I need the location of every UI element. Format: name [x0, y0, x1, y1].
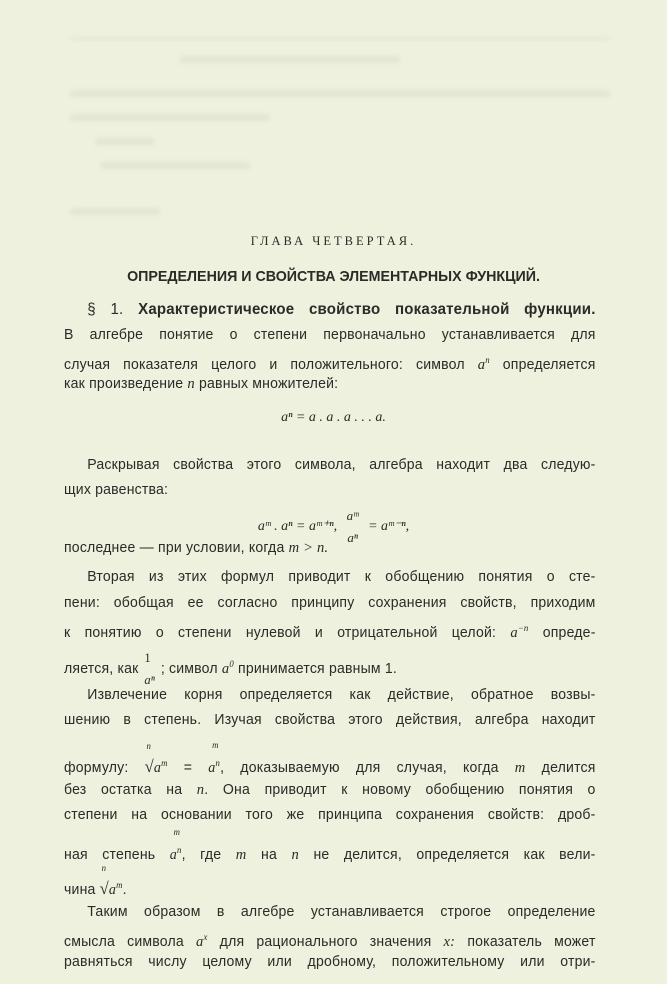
- formula-power-definition: aⁿ = a . a . a . . . a.: [281, 410, 386, 425]
- text-line: ляется, как 1 aⁿ ; символ $a^0$ принимается равным 1.: [64, 650, 398, 687]
- root-expression: n $√a^m$: [144, 741, 168, 776]
- bleed-through: [70, 90, 610, 97]
- bleed-through: [180, 56, 400, 63]
- text-line: В алгебре понятие о степени первоначально устанавливается для: [64, 327, 596, 343]
- text-line: пени: обобщая ее согласно принципу сохранения свойств, приходим: [64, 595, 596, 611]
- text-line: к понятию о степени нулевой и отрицательной целой: $a^{-n}$ опреде-: [64, 623, 596, 641]
- fractional-exponent: m $a^n$: [208, 740, 221, 776]
- text-line: шению в степень. Изучая свойства этого действия, алгебра находит: [64, 712, 596, 728]
- section-number: § 1.: [87, 301, 124, 318]
- text-line: равняться числу целому или дробному, положительному или отри-: [64, 954, 596, 970]
- text-line: Раскрывая свойства этого символа, алгебра находит два следую-: [87, 457, 596, 473]
- text-line: Извлечение корня определяется как действие, обратное возвы-: [87, 687, 596, 703]
- text-line: формулу: n $√a^m$ = m $a^n$, доказываемую для случая, когда m делится: [64, 740, 596, 776]
- bleed-through: [70, 208, 160, 215]
- chapter-title: ОПРЕДЕЛЕНИЯ И СВОЙСТВА ЭЛЕМЕНТАРНЫХ ФУНКЦИЙ.: [127, 268, 540, 285]
- section-title: Характеристическое свойство показательной функции.: [138, 301, 596, 318]
- text-line: Вторая из этих формул приводит к обобщению понятия о сте-: [87, 569, 596, 585]
- section-heading: [64, 300, 596, 320]
- bleed-through: [100, 162, 250, 169]
- text-line: без остатка на n. Она приводит к новому обобщению понятия о: [64, 782, 596, 798]
- text-line: последнее — при условии, когда m > n.: [64, 540, 329, 556]
- chapter-label: ГЛАВА ЧЕТВЕРТАЯ.: [250, 234, 417, 248]
- text-line: щих равенства:: [64, 482, 169, 498]
- text-line: ная степень m $a^n$, где m на n не делится, определяется как вели-: [64, 827, 596, 863]
- text-line: Таким образом в алгебре устанавливается строгое определение: [87, 904, 596, 920]
- formula-power-rules: aᵐ . aⁿ = aᵐ⁺ⁿ, aᵐ aⁿ = aᵐ⁻ⁿ,: [257, 508, 410, 545]
- text-line: как произведение n равных множителей:: [64, 376, 339, 392]
- bleed-through: [70, 37, 610, 40]
- bleed-through: [70, 114, 270, 121]
- bleed-through: [95, 138, 155, 145]
- text-line: случая показателя целого и положительного: символ $a^n$ определяется: [64, 355, 596, 373]
- text-line: степени на основании того же принципа сохранения свойств: дроб-: [64, 807, 596, 823]
- text-line: чина n $√a^m$.: [64, 863, 127, 898]
- text-line: смысла символа $a^x$ для рационального значения x: показатель может: [64, 932, 596, 950]
